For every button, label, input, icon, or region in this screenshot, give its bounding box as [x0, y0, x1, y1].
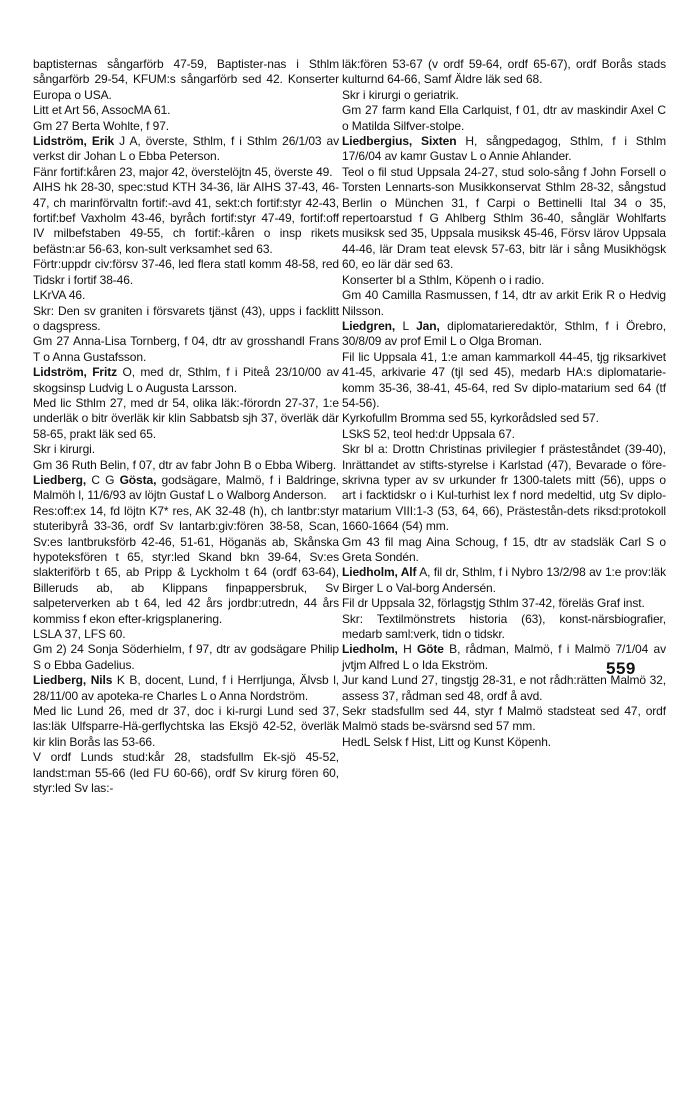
biography-entry-heading: [342, 565, 666, 596]
page-number: 559: [606, 659, 636, 678]
entry-text: L: [395, 318, 417, 333]
entry-text: Jur kand Lund 27, tingstjg 28-31, e not rådh:rätten Malmö 32, assess 37, rådman sed 48, ordf å avd.: [342, 673, 666, 703]
text-paragraph: [33, 57, 339, 103]
text-paragraph: [342, 735, 666, 750]
entry-text: godsägare, Malmö, f i Baldringe, Malmöh l, 11/6/93 av löjtn Gustaf L o Walborg Anderson.: [33, 472, 339, 503]
entry-text: LSkS 52, teol hed:dr Uppsala 67.: [342, 426, 515, 441]
entry-text: Fil dr Uppsala 32, förlagstjg Sthlm 37-42, föreläs Graf inst.: [342, 596, 645, 611]
right-column: [342, 57, 666, 750]
entry-text: Gm 36 Ruth Belin, f 07, dtr av fabr John B o Ebba Wiberg.: [33, 457, 337, 472]
text-paragraph: [33, 704, 339, 750]
entry-name: Liedholm,: [342, 642, 398, 657]
text-paragraph: [33, 750, 339, 796]
text-paragraph: [342, 273, 666, 288]
text-paragraph: [342, 350, 666, 412]
entry-text: Litt et Art 56, AssocMA 61.: [33, 103, 171, 118]
text-paragraph: [342, 103, 666, 134]
text-paragraph: [33, 304, 339, 335]
text-paragraph: [33, 642, 339, 673]
text-paragraph: [33, 627, 339, 642]
entry-text: LKrVA 46.: [33, 288, 86, 303]
entry-text: Skr: Den sv graniten i försvarets tjänst (43), upps i facklitt o dagspress.: [33, 303, 339, 333]
entry-name: Liedbergius, Sixten: [342, 134, 457, 149]
text-paragraph: [33, 458, 339, 473]
text-paragraph: [342, 57, 666, 88]
biography-entry-heading: [33, 365, 339, 396]
entry-text: A, fil dr, Sthlm, f i Nybro 13/2/98 av 1:e prov:läk Birger L o Val-borg Andersén.: [342, 565, 666, 595]
entry-text: Konserter bl a Sthlm, Köpenh o i radio.: [342, 272, 545, 287]
entry-name: Lidström, Erik: [33, 134, 115, 149]
entry-text: Fil lic Uppsala 41, 1:e aman kammarkoll 44-45, tjg riksarkivet 41-45, arkivarie 47 (tjl sed 45), medarb HA:s diplomatarie-komm 35-36, 38-41, 45-64, red Sv diplo-matarium sed 64 (tf 54-56).: [342, 349, 666, 410]
entry-text: H: [397, 642, 417, 657]
entry-text: Res:off:ex 14, fd löjtn K7* res, AK 32-48 (h), ch lantbr:styr stuteribyrå 33-36, ordf Sv lantarb:giv:fören 38-58, Scan, Sv:es lantbruksförb 42-46, 51-61, Höganäs ab, Skånska hypoteksfören t 65, styr:led Skand bkn 39-64, Sv:es slakteriförb t 65, ab Pripp & Lyckholm t 64 (ordf 63-64), Billeruds ab, ab Klippans finpappersbruk, Sv salpeterverken ab t 64, led 42 års jordbr:utredn, 44 års kommiss f ekon efter-krigsplanering.: [33, 503, 339, 626]
entry-name: Liedberg,: [33, 472, 87, 487]
entry-name: Liedgren,: [342, 318, 396, 333]
biography-entry-heading: [33, 473, 339, 504]
text-paragraph: [33, 180, 339, 257]
biography-entry-heading: [342, 134, 666, 165]
entry-text: Gm 27 Anna-Lisa Tornberg, f 04, dtr av grosshandl Frans T o Anna Gustafsson.: [33, 334, 339, 364]
text-paragraph: [33, 165, 339, 180]
left-column: [33, 57, 339, 797]
entry-text: Skr i kirurgi.: [33, 442, 95, 457]
entry-name: Liedholm, Alf: [342, 565, 417, 580]
text-paragraph: [33, 288, 339, 303]
entry-text: J A, överste, Sthlm, f i Sthlm 26/1/03 av verkst dir Johan L o Ebba Peterson.: [33, 134, 339, 164]
entry-text: HedL Selsk f Hist, Litt og Kunst Köpenh.: [342, 734, 552, 749]
entry-name: Göte: [416, 642, 444, 657]
entry-text: Med lic Sthlm 27, med dr 54, olika läk:-förordn 27-37, 1:e underläk o bitr överläk kir klin Sabbatsb sjh 37, överläk där 58-65, prakt läk sed 65.: [33, 395, 339, 441]
entry-text: Teol o fil stud Uppsala 24-27, stud solo-sång f John Forsell o Torsten Lennarts-son Musikkonservat Sthlm 28-32, sångstud Berlin o München 31, f Carpi o Bettinelli Ital 34 o 35, repertoarstud f G Ahlberg Sthlm 36-40, sånglär Wohlfarts musiksk sed 35, Uppsala musiksk 45-46, Försv lärov Uppsala 44-46, lär Dram teat elevsk 57-63, bitr lär i sång Musikhögsk 60, eo lär där sed 63.: [342, 164, 666, 272]
entry-text: O, med dr, Sthlm, f i Piteå 23/10/00 av skogsinsp Ludvig L o Augusta Larsson.: [33, 365, 339, 395]
text-paragraph: [33, 334, 339, 365]
text-paragraph: [342, 442, 666, 534]
biography-entry-heading: [342, 319, 666, 350]
entry-name: Jan,: [416, 318, 440, 333]
entry-name: Gösta,: [119, 472, 157, 487]
text-paragraph: [33, 396, 339, 442]
entry-text: B, rådman, Malmö, f i Malmö 7/1/04 av jvtjm Alfred L o Ida Ekström.: [342, 642, 666, 672]
entry-text: Gm 27 Berta Wohlte, f 97.: [33, 118, 170, 133]
text-paragraph: [342, 427, 666, 442]
text-paragraph: [342, 411, 666, 426]
entry-text: C G: [86, 472, 120, 487]
entry-text: Gm 27 farm kand Ella Carlquist, f 01, dtr av maskindir Axel C o Matilda Silfver-stolpe.: [342, 103, 666, 133]
entry-text: V ordf Lunds stud:kår 28, stadsfullm Ek-sjö 45-52, landst:man 55-66 (led FU 60-66), ordf Sv kirurg fören 60, styr:led Sv las:-: [33, 750, 339, 796]
entry-text: Gm 2) 24 Sonja Söderhielm, f 97, dtr av godsägare Philip S o Ebba Gadelius.: [33, 642, 339, 672]
text-paragraph: [33, 119, 339, 134]
text-paragraph: [342, 596, 666, 611]
entry-text: Skr bl a: Drottn Christinas privilegier f prästeståndet (39-40), Inrättandet av stifts-styrelse i Karlstad (47), Bevarade o före-skrivna typer av sv urkunder fr 1300-talets mitt (56), upps o art i facktidskr o i Kul-turhist lex f nord medeltid, utg Sv diplo-matarium VIII:1-3 (53, 64, 66), Prästestån-dets riksd:protokoll 1660-1664 (54) mm.: [342, 442, 666, 534]
biography-entry-heading: [33, 673, 339, 704]
entry-text: Fänr fortif:kåren 23, major 42, överstelöjtn 45, överste 49.: [33, 164, 333, 179]
text-paragraph: [33, 504, 339, 627]
entry-text: Skr i kirurgi o geriatrik.: [342, 87, 459, 102]
text-paragraph: [33, 442, 339, 457]
entry-text: K B, docent, Lund, f i Herrljunga, Älvsb l, 28/11/00 av apoteka-re Charles L o Anna Nordström.: [33, 673, 339, 703]
entry-text: LSLA 37, LFS 60.: [33, 627, 126, 642]
entry-text: AIHS hk 28-30, spec:stud KTH 34-36, lär AIHS 37-43, 46-47, ch marinförvaltn fortif:-avd 41, sekt:ch fortif:styr 42-43, fortif:bef Vaxholm 43-46, byråch fortif:styr 47-49, fortif:off IV milbefstaben 49-55, ch fortif:-kåren o insp rikets befästn:ar 56-63, kon-sult verksamhet sed 63.: [33, 180, 339, 256]
entry-text: Kyrkofullm Bromma sed 55, kyrkorådsled sed 57.: [342, 411, 599, 426]
text-paragraph: [342, 704, 666, 735]
entry-text: Gm 43 fil mag Aina Schoug, f 15, dtr av stadsläk Carl S o Greta Sondén.: [342, 534, 666, 564]
entry-text: Skr: Textilmönstrets historia (63), konst-närsbiografier, medarb saml:verk, tidn o tidskr.: [342, 611, 666, 642]
text-paragraph: [33, 103, 339, 118]
entry-name: Liedberg, Nils: [33, 673, 113, 688]
entry-text: Med lic Lund 26, med dr 37, doc i ki-rurgi Lund sed 37, las:läk Ulfsparre-Hä-gerflychtska las Eksjö 42-52, överläk kir klin Borås las 53-66.: [33, 704, 339, 749]
entry-text: diplomatarieredaktör, Sthlm, f i Örebro, 30/8/09 av prof Emil L o Olga Broman.: [342, 318, 666, 349]
entry-name: Lidström, Fritz: [33, 365, 118, 380]
entry-text: baptisternas sångarförb 47-59, Baptister-nas i Sthlm sångarförb 29-54, KFUM:s sångarförb sed 42. Konserter Europa o USA.: [33, 57, 339, 102]
entry-text: Sekr stadsfullm sed 44, styr f Malmö stadsteat sed 47, ordf Malmö stads be-svärsnd sed 57 mm.: [342, 704, 666, 734]
entry-text: Gm 40 Camilla Rasmussen, f 14, dtr av arkit Erik R o Hedvig Nilsson.: [342, 288, 666, 318]
text-paragraph: [342, 88, 666, 103]
biography-entry-heading: [33, 134, 339, 165]
text-paragraph: [342, 165, 666, 273]
entry-text: läk:fören 53-67 (v ordf 59-64, ordf 65-67), ordf Borås stads kulturnd 64-66, Samf Äldre läk sed 68.: [342, 57, 666, 87]
text-paragraph: [342, 288, 666, 319]
entry-text: Förtr:uppdr civ:försv 37-46, led flera statl komm 48-58, red Tidskr i fortif 38-46.: [33, 257, 339, 287]
text-paragraph: [33, 257, 339, 288]
entry-text: H, sångpedagog, Sthlm, f i Sthlm 17/6/04 av kamr Gustav L o Annie Ahlander.: [342, 134, 666, 164]
text-paragraph: [342, 535, 666, 566]
text-paragraph: [342, 612, 666, 643]
